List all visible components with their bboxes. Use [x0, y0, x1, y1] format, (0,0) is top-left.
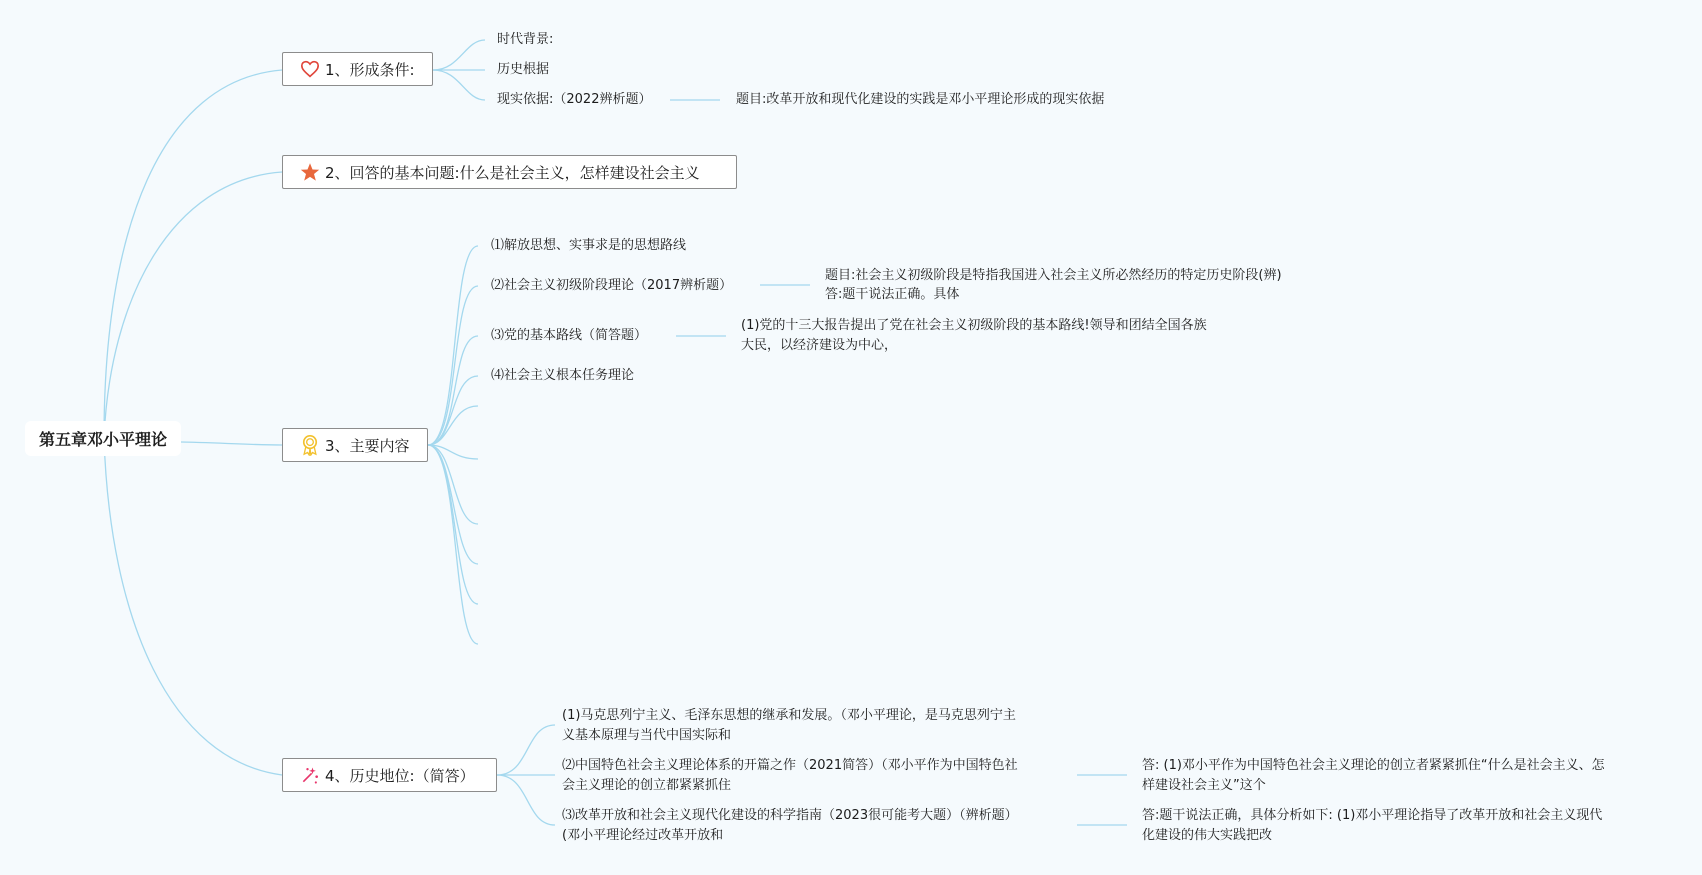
branch-main-content[interactable] [282, 428, 428, 462]
b3-child-3-detail-line-2[interactable]: 大民，以经济建设为中心， [741, 338, 898, 353]
b4-child-2-detail-line-1[interactable]: 答: (1)邓小平作为中国特色社会主义理论的创立者紧紧抓住“什么是社会主义、怎 [1142, 758, 1605, 773]
link-root-b3 [181, 442, 282, 445]
link-b4-c3 [497, 775, 555, 825]
b4-child-2-line-2[interactable]: 会主义理论的创立都紧紧抓住 [562, 778, 732, 793]
b4-child-3-line-2[interactable]: (邓小平理论经过改革开放和 [562, 828, 724, 843]
link-b4-c1 [497, 725, 555, 775]
b3-child-3[interactable]: ⑶党的基本路线（简答题） [491, 328, 648, 343]
root-label: 第五章邓小平理论 [38, 430, 167, 449]
branch-basic-question[interactable] [282, 155, 737, 189]
b4-child-1-line-1[interactable]: (1)马克思列宁主义、毛泽东思想的继承和发展。（邓小平理论，是马克思列宁主 [562, 708, 1016, 723]
root-node[interactable] [25, 421, 181, 456]
link-root-b4 [104, 438, 282, 775]
b3-child-2[interactable]: ⑵社会主义初级阶段理论（2017辨析题） [491, 278, 733, 293]
link-root-b2 [104, 172, 282, 438]
branch-4-label: 4、历史地位:（简答） [325, 766, 475, 785]
branch-historical-status[interactable] [282, 758, 497, 792]
b3-child-1[interactable]: ⑴解放思想、实事求是的思想路线 [491, 238, 687, 253]
link-b3-c10 [428, 445, 478, 644]
link-root-b1 [104, 70, 282, 438]
b3-child-2-detail-line-2[interactable]: 答:题干说法正确。具体 [825, 287, 960, 302]
b1-child-era-background[interactable]: 时代背景: [497, 32, 554, 47]
link-b3-c8 [428, 445, 478, 564]
link-b3-c5 [428, 406, 478, 445]
b1-child-historical-basis[interactable]: 历史根据 [497, 62, 550, 77]
b3-child-4[interactable]: ⑷社会主义根本任务理论 [491, 368, 635, 383]
b4-child-2-line-1[interactable]: ⑵中国特色社会主义理论体系的开篇之作（2021简答）（邓小平作为中国特色社 [562, 758, 1018, 773]
star-icon [299, 161, 321, 183]
link-b1-c3 [433, 70, 485, 100]
link-b3-c3 [428, 336, 478, 445]
link-b1-c1 [433, 40, 485, 70]
b1-child-practical-basis[interactable]: 现实依据:（2022辨析题） [497, 92, 652, 107]
b4-child-2-detail-line-2[interactable]: 样建设社会主义”这个 [1142, 778, 1266, 793]
branch-2-label: 2、回答的基本问题:什么是社会主义，怎样建设社会主义 [325, 163, 700, 182]
branch-3-label: 3、主要内容 [325, 436, 410, 455]
b3-child-2-detail-line-1[interactable]: 题目:社会主义初级阶段是特指我国进入社会主义所必然经历的特定历史阶段(辨) [825, 268, 1282, 283]
sparkle-icon [299, 764, 321, 786]
b4-child-3-line-1[interactable]: ⑶改革开放和社会主义现代化建设的科学指南（2023很可能考大题）（辨析题） [562, 808, 1018, 823]
b3-child-3-detail-line-1[interactable]: (1)党的十三大报告提出了党在社会主义初级阶段的基本路线!领导和团结全国各族 [741, 318, 1207, 333]
b4-child-3-detail-line-2[interactable]: 化建设的伟大实践把改 [1142, 828, 1273, 843]
branch-formation-conditions[interactable] [282, 52, 433, 86]
b4-child-3-detail-line-1[interactable]: 答:题干说法正确，具体分析如下: (1)邓小平理论指导了改革开放和社会主义现代 [1142, 808, 1603, 823]
b1-detail-question[interactable]: 题目:改革开放和现代化建设的实践是邓小平理论形成的现实依据 [736, 92, 1105, 107]
branch-1-label: 1、形成条件: [325, 60, 415, 79]
link-b3-c1 [428, 246, 478, 445]
award-icon [299, 434, 321, 456]
heart-icon [299, 58, 321, 80]
link-b3-c4 [428, 376, 478, 445]
b4-child-1-line-2[interactable]: 义基本原理与当代中国实际和 [562, 728, 732, 743]
